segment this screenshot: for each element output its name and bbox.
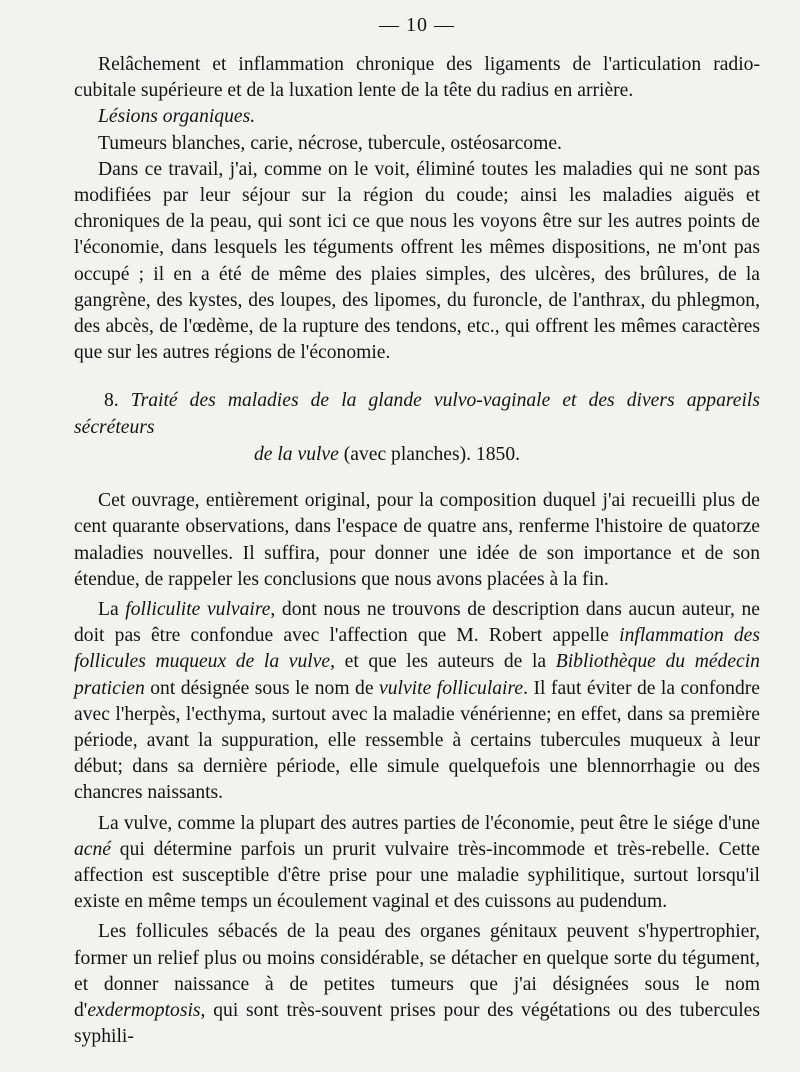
italic-term: vulvite folliculaire [379, 677, 524, 699]
text-run: ont désignée sous le nom de [144, 677, 380, 699]
text-run: qui détermine parfois un prurit vulvaire très-incommode et très-rebelle. Cette affection est susceptible d'être prise pour une maladie syphilitique, surtout lorsqu'il existe en même temps un écoulement vaginal et des cuissons au pudendum. [74, 838, 760, 913]
paragraph-travail: Dans ce travail, j'ai, comme on le voit, éliminé toutes les maladies qui ne sont pas modifiées par leur séjour sur la région du coude; ainsi les maladies aiguës et chroniques de la peau, qui sont ici ce que nous les voyons être sur les autres points de l'économie, dans lesquels les téguments offrent les mêmes dispositions, ne m'ont pas occupé ; il en a été de même des plaies simples, des ulcères, des brûlures, de la gangrène, des kystes, des loupes, des lipomes, du furoncle, de l'anthrax, du phlegmon, des abcès, de l'œdème, de la rupture des tendons, etc., qui offrent les mêmes caractères que sur les autres régions de l'économie. [74, 158, 760, 364]
lesions-label-line [74, 104, 760, 130]
text-run: La vulve, comme la plupart des autres parties de l'économie, peut être le siége d'une [98, 812, 760, 834]
section-title-line1: Traité des maladies de la glande vulvo-vaginale et des divers appareils sécréteurs [74, 390, 760, 439]
page-number: — 10 — [379, 14, 455, 36]
lesions-label: Lésions organiques. [98, 106, 256, 128]
paragraph-ouvrage: Cet ouvrage, entièrement original, pour la composition duquel j'ai recueilli plus de cent quarante observations, dans l'espace de quatre ans, renferme l'histoire de quatorze maladies nouvelles. Il suffira, pour donner une idée de son importance et de son étendue, de rappeler les conclusions que nous avons placées à la fin. [74, 490, 760, 590]
section-title-line2: de la vulve [253, 443, 339, 465]
text-run: , et que les auteurs de la [330, 651, 556, 673]
section-number: 8. [104, 390, 119, 412]
text-run: . Il faut éviter de la confondre avec l'herpès, l'ecthyma, surtout avec la maladie vénérienne; en effet, dans sa première période, avant la suppuration, elle ressemble à certains tubercules muqueux à leur début; dans sa dernière période, elle simule quelquefois une blennorrhagie ou des chancres naissants. [74, 677, 760, 804]
paragraph-ligaments: Relâchement et inflammation chronique des ligaments de l'articulation radio-cubitale supérieure et de la luxation lente de la tête du radius en arrière. [74, 54, 760, 102]
text-run: La [98, 599, 126, 621]
italic-term: exdermoptosis [87, 1000, 201, 1022]
italic-term: folliculite vulvaire [125, 599, 271, 621]
paragraph-tumeurs: Tumeurs blanches, carie, nécrose, tubercule, ostéosarcome. [98, 132, 562, 154]
section-title-line2-wrap [74, 442, 760, 469]
paragraph-follicules [74, 919, 760, 1050]
text-run: , dont nous ne trouvons de description dans aucun auteur, ne doit pas être confondue avec l'affection que M. Robert appelle [74, 599, 760, 647]
section-title-suffix: (avec planches). 1850. [338, 443, 521, 465]
paragraph-acne [74, 811, 760, 916]
text-run: , qui sont très-souvent prises pour des végétations ou des tubercules syphili- [74, 1000, 760, 1048]
italic-term: Bibliothèque du médecin praticien [74, 651, 760, 699]
italic-term: acné [74, 838, 111, 860]
text-run: Les follicules sébacés de la peau des organes génitaux peuvent s'hypertrophier, former un relief plus ou moins considérable, se détacher en quelque sorte du tégument, et donner naissance à de petites tumeurs que j'ai désignées sous le nom d' [74, 921, 760, 1022]
paragraph-folliculite [74, 597, 760, 807]
italic-term: inflammation des follicules muqueux de la vulve [74, 625, 760, 673]
section-heading [74, 388, 760, 468]
